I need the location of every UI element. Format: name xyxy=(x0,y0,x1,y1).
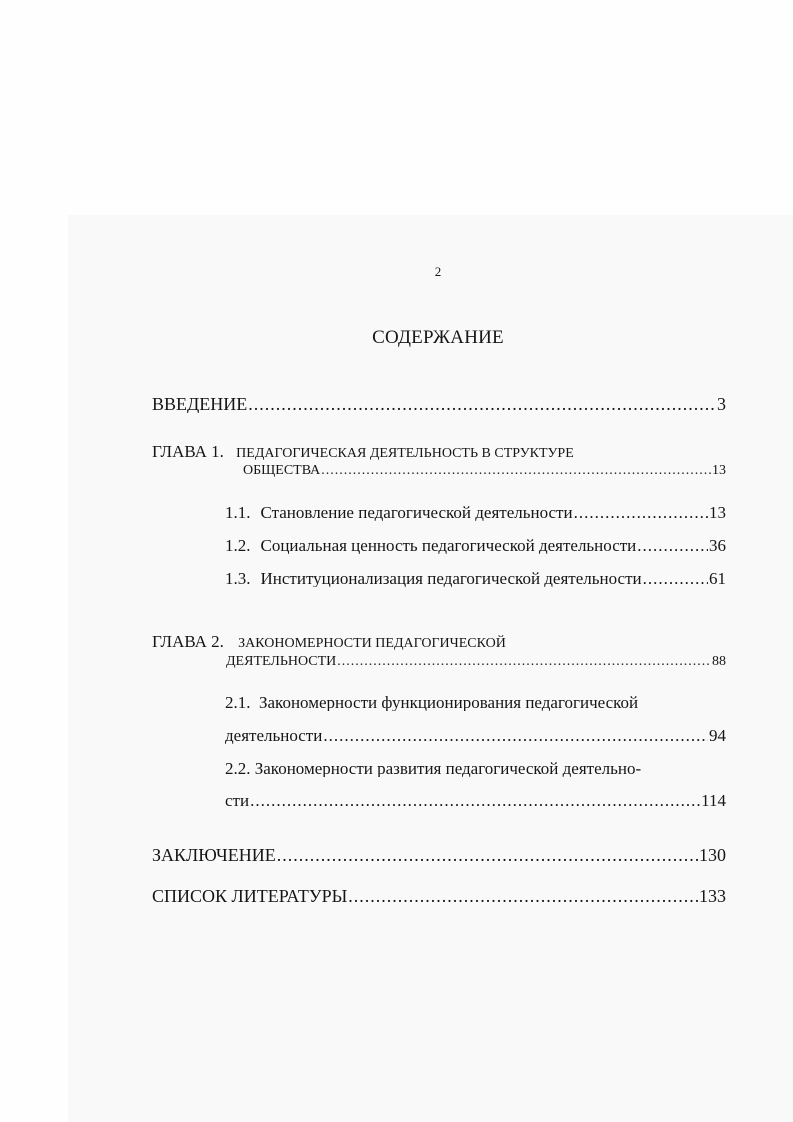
toc-chapter1-heading[interactable] xyxy=(152,443,726,461)
dot-leader xyxy=(250,792,700,809)
chapter-title-cont: ДЕЯТЕЛЬНОСТИ xyxy=(226,655,337,669)
dot-leader xyxy=(337,655,711,669)
dot-leader xyxy=(323,727,708,744)
toc-entry-label: ЗАКЛЮЧЕНИЕ xyxy=(152,846,276,864)
toc-entry-page: 13 xyxy=(709,504,726,521)
toc-section-2-1-line1[interactable] xyxy=(225,694,726,711)
toc-entry-page: 133 xyxy=(699,887,726,905)
toc-section-1-1[interactable] xyxy=(225,504,726,521)
dot-leader xyxy=(277,846,698,864)
chapter-title: ЗАКОНОМЕРНОСТИ ПЕДАГОГИЧЕСКОЙ xyxy=(238,636,506,651)
section-label-cont: сти xyxy=(225,792,250,809)
section-label: Становление педагогической деятельности xyxy=(260,504,573,521)
section-label: Институционализация педагогической деятельности xyxy=(260,570,642,587)
dot-leader xyxy=(348,887,698,905)
section-label: 2.1. Закономерности функционирования педагогической xyxy=(225,694,639,711)
toc-chapter1-line2[interactable] xyxy=(243,464,726,478)
section-label: 2.2. Закономерности развития педагогической деятельно- xyxy=(225,760,642,777)
section-number: 1.3. xyxy=(225,570,251,587)
toc-entry-intro[interactable] xyxy=(152,395,726,413)
toc-section-1-3[interactable] xyxy=(225,570,726,587)
dot-leader xyxy=(574,504,708,521)
toc-entry-page: 61 xyxy=(709,570,726,587)
toc-section-2-2-line1[interactable] xyxy=(225,760,726,777)
toc-chapter2-heading[interactable] xyxy=(152,633,726,651)
toc-entry-page: 94 xyxy=(709,727,726,744)
dot-leader xyxy=(643,570,708,587)
chapter-title-cont: ОБЩЕСТВА xyxy=(243,464,321,478)
page-title: СОДЕРЖАНИЕ xyxy=(372,327,504,348)
section-label: Социальная ценность педагогической деятельности xyxy=(260,537,637,554)
toc-entry-conclusion[interactable] xyxy=(152,846,726,864)
section-label-cont: деятельности xyxy=(225,727,323,744)
dot-leader xyxy=(321,464,711,478)
toc-entry-label: ВВЕДЕНИЕ xyxy=(152,395,248,413)
chapter-number: ГЛАВА 2. xyxy=(152,633,224,651)
section-number: 1.1. xyxy=(225,504,251,521)
section-number: 1.2. xyxy=(225,537,251,554)
toc-entry-page: 13 xyxy=(712,464,726,478)
toc-section-1-2[interactable] xyxy=(225,537,726,554)
toc-entry-references[interactable] xyxy=(152,887,726,905)
chapter-title: ПЕДАГОГИЧЕСКАЯ ДЕЯТЕЛЬНОСТЬ В СТРУКТУРЕ xyxy=(236,446,574,461)
toc-entry-page: 3 xyxy=(717,395,726,413)
toc-section-2-1-line2[interactable] xyxy=(225,727,726,744)
chapter-number: ГЛАВА 1. xyxy=(152,443,224,461)
toc-entry-page: 130 xyxy=(699,846,726,864)
dot-leader xyxy=(248,395,716,413)
page-number: 2 xyxy=(434,264,442,279)
toc-entry-page: 114 xyxy=(701,792,726,809)
toc-entry-page: 88 xyxy=(712,655,726,669)
toc-entry-page: 36 xyxy=(709,537,726,554)
toc-chapter2-line2[interactable] xyxy=(226,655,726,669)
toc-section-2-2-line2[interactable] xyxy=(225,792,726,809)
dot-leader xyxy=(637,537,708,554)
toc-entry-label: СПИСОК ЛИТЕРАТУРЫ xyxy=(152,887,348,905)
